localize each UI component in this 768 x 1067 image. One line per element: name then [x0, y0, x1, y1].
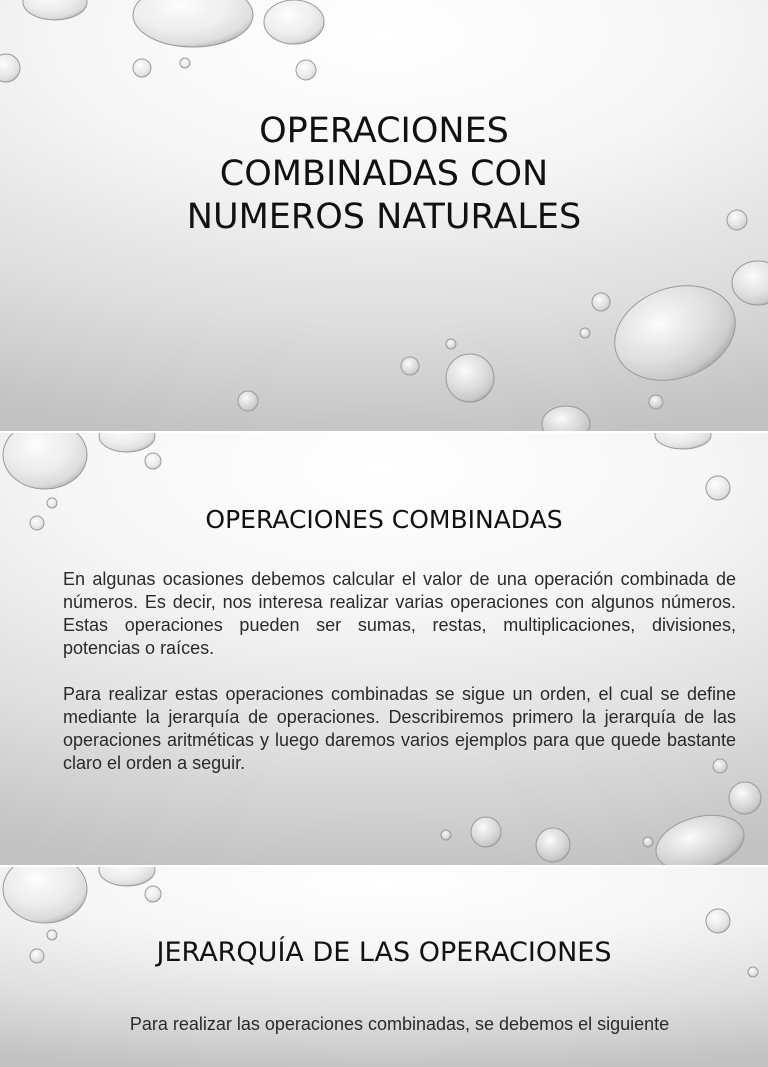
slide-title — [0, 110, 768, 239]
title-line: OPERACIONES — [259, 111, 509, 151]
slide-2 — [0, 433, 768, 865]
slide-title: OPERACIONES COMBINADAS — [205, 505, 563, 534]
title-line: NUMEROS NATURALES — [186, 197, 582, 237]
body-paragraph: En algunas ocasiones debemos calcular el valor de una operación combinada de números. Es decir, nos interesa realizar varias operaciones con algunos números. Estas operaciones pueden ser sumas, restas, multiplicaciones, divisiones, potencias o raíces. — [63, 569, 736, 658]
body-paragraph: Para realizar estas operaciones combinadas se sigue un orden, el cual se define mediante la jerarquía de operaciones. Describiremos primero la jerarquía de las operaciones aritméticas y luego daremos varios ejemplos para que quede bastante claro el orden a seguir. — [63, 684, 736, 773]
body-paragraph: Para realizar las operaciones combinadas, se debemos el siguiente — [129, 1014, 670, 1034]
title-line: COMBINADAS CON — [219, 154, 549, 194]
slide-1 — [0, 0, 768, 431]
slide-3 — [0, 867, 768, 1067]
slide-title: JERARQUÍA DE LAS OPERACIONES — [156, 937, 612, 968]
